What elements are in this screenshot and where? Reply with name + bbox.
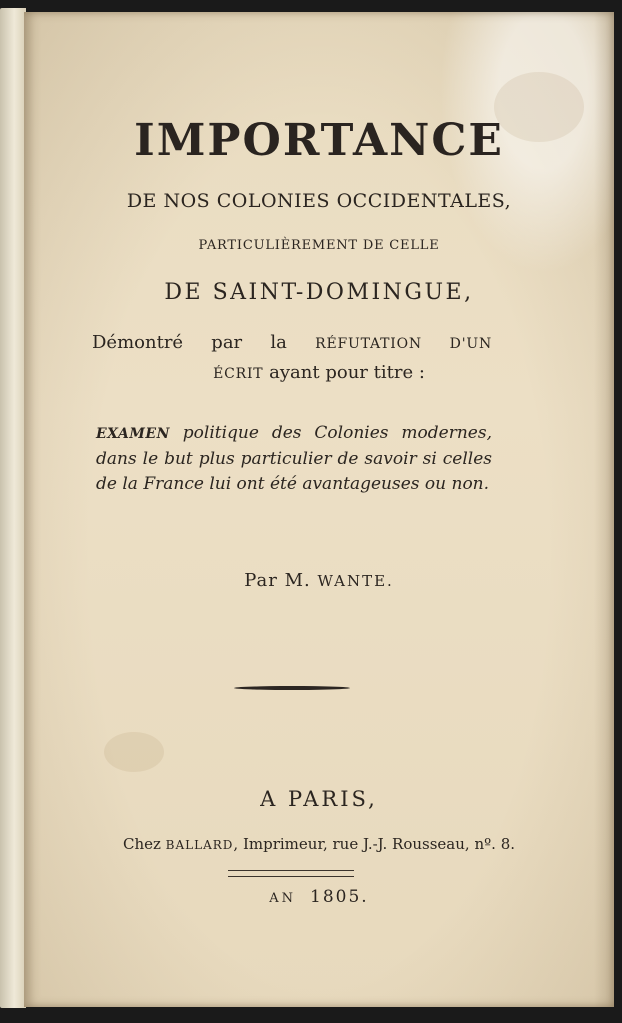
publication-place: A PARIS, [260, 787, 378, 811]
subtitle-line-3: DE SAINT-DOMINGUE, [164, 280, 474, 305]
quoted-title-lead: EXAMEN [96, 426, 170, 442]
year-an: AN [269, 891, 297, 906]
double-rule [228, 870, 354, 877]
printer-name: BALLARD [165, 838, 234, 852]
demonstration-text: Démontré par la [92, 332, 316, 353]
printer-before: Chez [122, 835, 166, 853]
paper-stain [104, 732, 164, 772]
subtitle-line-1: DE NOS COLONIES OCCIDENTALES, [126, 190, 512, 212]
publication-year [24, 887, 614, 907]
demonstration-refutation: RÉFUTATION D'UN [315, 336, 492, 352]
demonstration-rest: ayant pour titre : [263, 362, 425, 383]
subtitle-line-2: PARTICULIÈREMENT DE CELLE [198, 238, 440, 253]
printer-address: , Imprimeur, rue J.-J. Rousseau, nº. 8. [233, 835, 516, 853]
demonstration-line-1 [92, 332, 492, 353]
year-value: 1805. [310, 887, 369, 907]
title-page [24, 12, 614, 1007]
demonstration-line-2 [24, 362, 614, 383]
quoted-title-rest: politique des Colonies modernes, dans le but plus particulier de savoir si celles de la France lui ont été avantageuses ou non. [96, 423, 492, 494]
printer-line [24, 835, 614, 853]
ornamental-rule [234, 686, 350, 690]
author-name: WANTE. [317, 572, 394, 590]
book-spine [0, 8, 26, 1008]
page-title: IMPORTANCE [134, 115, 504, 166]
author-prefix: Par M. [244, 570, 318, 591]
author-line [24, 570, 614, 591]
quoted-book-title [96, 421, 492, 497]
demonstration-ecrit: ÉCRIT [213, 366, 264, 382]
